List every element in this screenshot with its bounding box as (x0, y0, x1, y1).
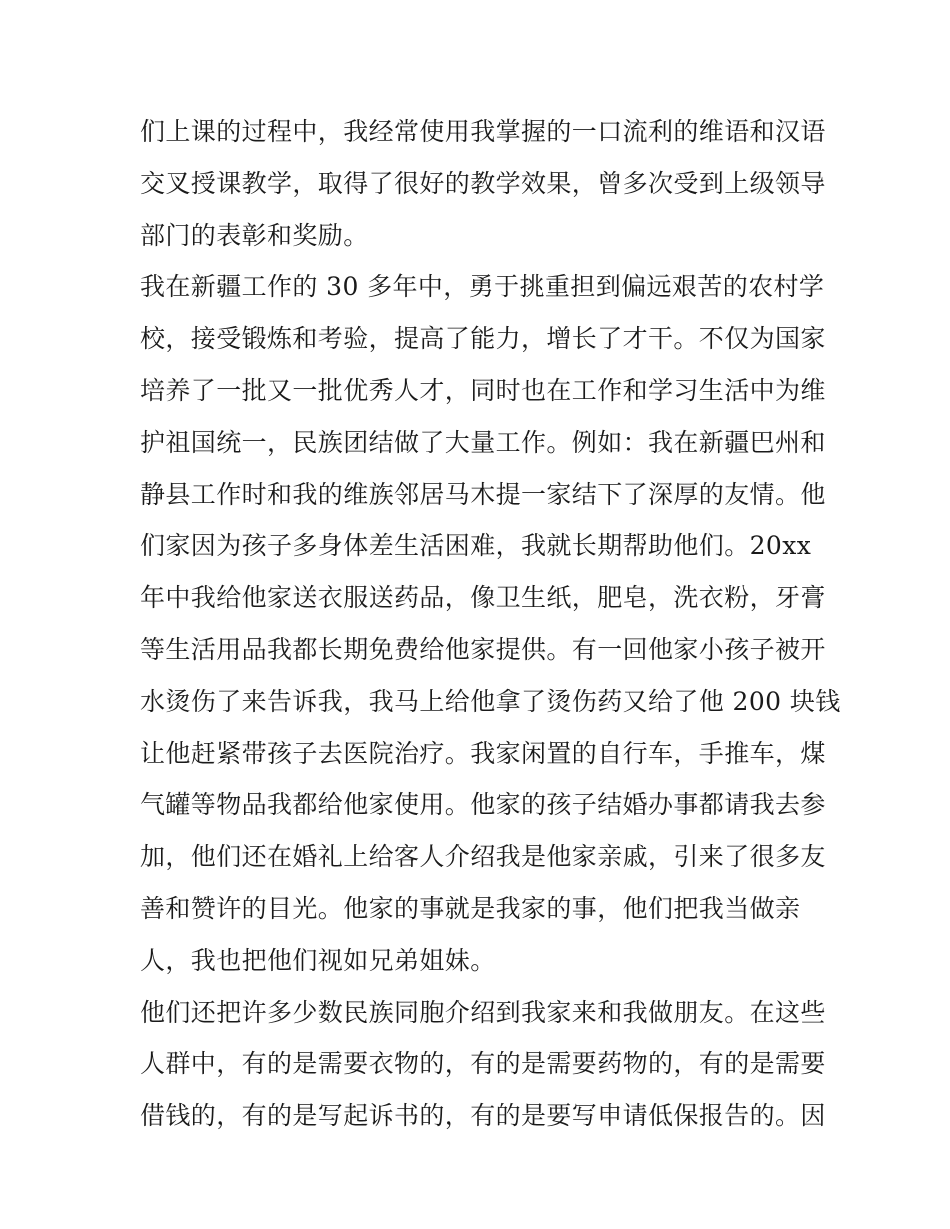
text-line: 们家因为孩子多身体差生活困难，我就长期帮助他们。20xx (140, 531, 812, 561)
text-line: 气罐等物品我都给他家使用。他家的孩子结婚办事都请我去参 (140, 790, 826, 820)
text-line: 人，我也把他们视如兄弟姐妹。 (140, 945, 496, 975)
text-line: 们上课的过程中，我经常使用我掌握的一口流利的维语和汉语 (140, 117, 826, 146)
text-line: 年中我给他家送衣服送药品，像卫生纸，肥皂，洗衣粉，牙膏 (140, 583, 826, 613)
text-line: 善和赞许的目光。他家的事就是我家的事，他们把我当做亲 (140, 893, 801, 923)
document-body (140, 106, 841, 1142)
text-line: 校，接受锻炼和考验，提高了能力，增长了才干。不仅为国家 (140, 324, 826, 354)
text-line: 培养了一批又一批优秀人才，同时也在工作和学习生活中为维 (140, 375, 826, 405)
text-line: 部门的表彰和奖励。 (140, 220, 369, 250)
text-line: 交叉授课教学，取得了很好的教学效果，曾多次受到上级领导 (140, 168, 826, 198)
text-line: 加，他们还在婚礼上给客人介绍我是他家亲戚，引来了很多友 (140, 842, 826, 872)
text-line: 水烫伤了来告诉我，我马上给他拿了烫伤药又给了他 200 块钱 (140, 686, 841, 716)
text-line: 借钱的，有的是写起诉书的，有的是要写申请低保报告的。因 (140, 1101, 826, 1131)
text-line: 他们还把许多少数民族同胞介绍到我家来和我做朋友。在这些 (140, 997, 826, 1027)
text-line: 人群中，有的是需要衣物的，有的是需要药物的，有的是需要 (140, 1049, 826, 1079)
text-line: 我在新疆工作的 30 多年中，勇于挑重担到偏远艰苦的农村学 (140, 272, 825, 302)
text-line: 等生活用品我都长期免费给他家提供。有一回他家小孩子被开 (140, 634, 826, 664)
text-line: 让他赶紧带孩子去医院治疗。我家闲置的自行车，手推车，煤 (140, 738, 826, 768)
text-line: 护祖国统一，民族团结做了大量工作。例如：我在新疆巴州和 (140, 427, 826, 457)
text-line: 静县工作时和我的维族邻居马木提一家结下了深厚的友情。他 (140, 479, 826, 509)
